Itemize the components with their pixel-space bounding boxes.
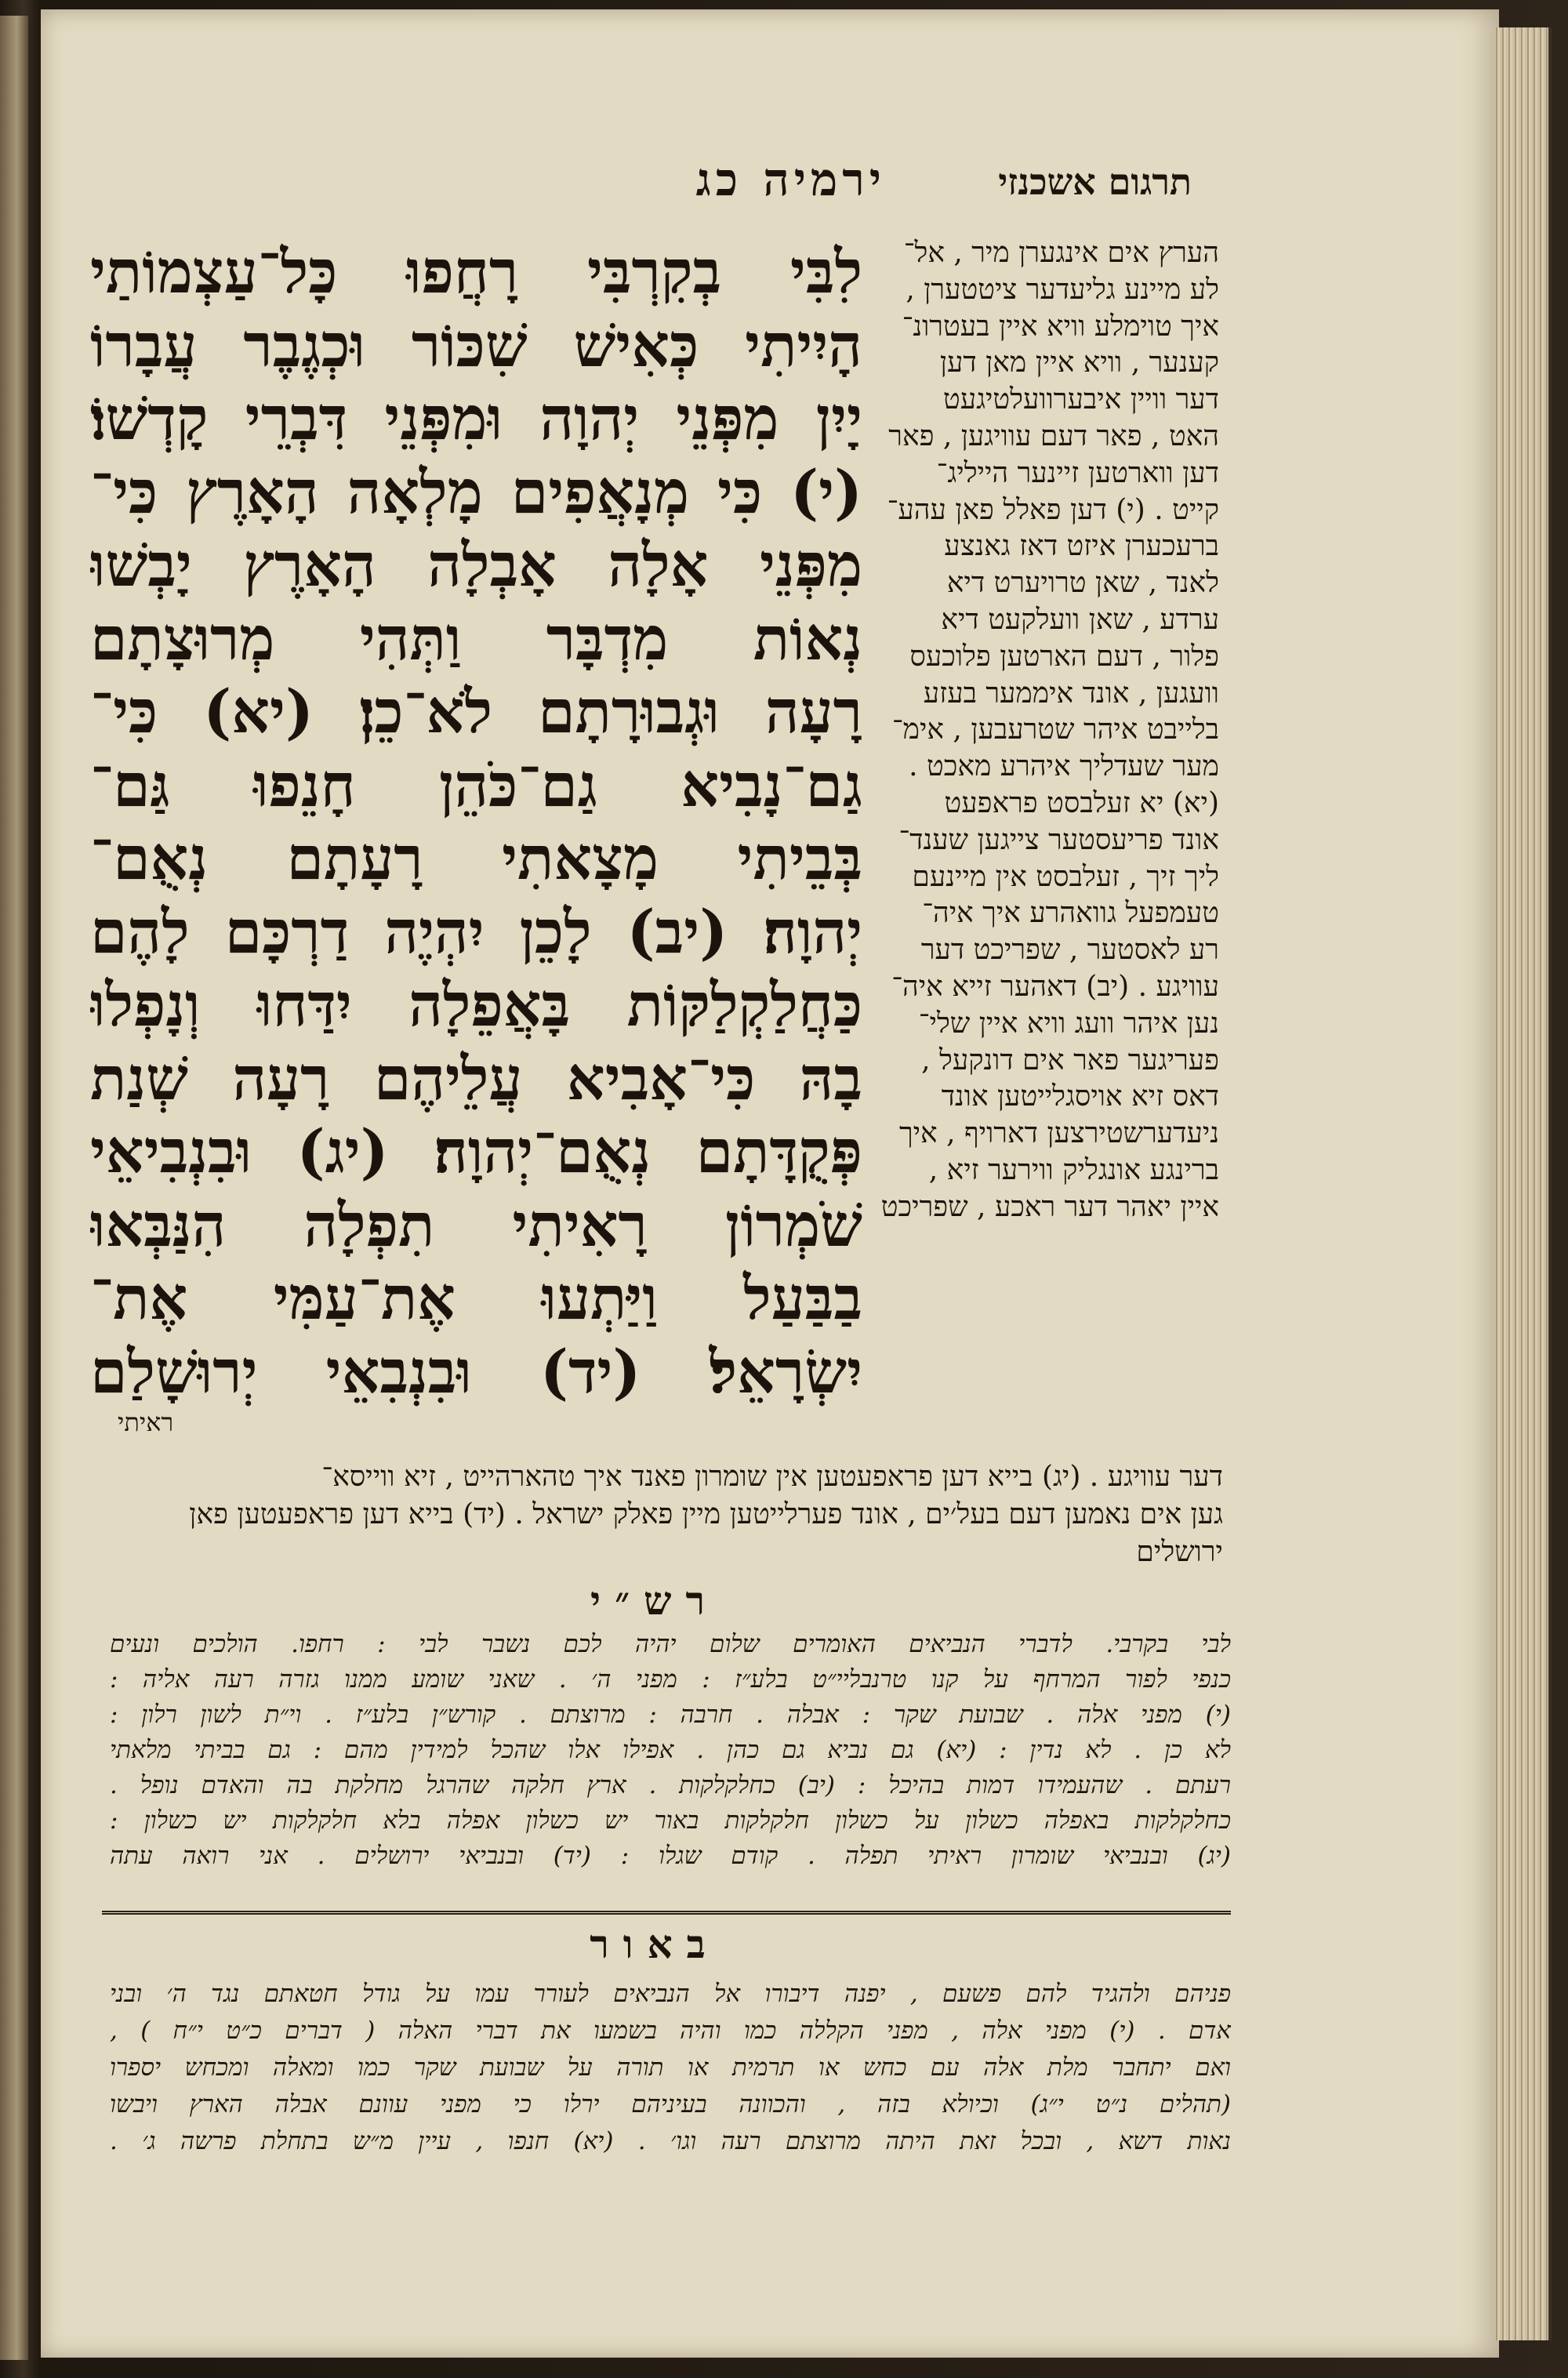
main-text-line: מִפְּנֵי אָלָה אָבְלָה הָאָרֶץ יָבְשׁוּ [90,530,862,600]
targum-continuation [118,1458,1223,1571]
main-text-line: רָעָה וּגְבוּרָתָם לֹא־כֵן׃ (יא) כִּי־ [90,677,862,746]
targum-line: נען איהר וועג וויא איין שלי־ [918,1007,1219,1040]
targum-line: ערדע , שאן וועלקעט דיא [941,603,1219,636]
main-text-line: בָהּ כִּי־אָבִיא עֲלֵיהֶם רָעָה שְׁנַת [90,1043,862,1113]
main-text-line: גַם־נָבִיא גַם־כֹּהֵן חָנֵפוּ גַּם־ [90,750,862,820]
targum-line: ניעדערשטירצען דארויף , איך [898,1117,1219,1150]
targum-line: ברינגע אונגליק ווירער זיא , [928,1153,1219,1186]
targum-line: אונד פריעסטער צייגען שענד־ [898,823,1219,856]
biur-heading: באור [590,1921,720,1967]
biur-line: פניהם ולהגיד להם פשעם , יפנה דיבורו אל הנביאים לעורר עמו על גודל חטאתם נגד ה׳ ובני [110,1980,1231,2008]
targum-wide-line: דער עוויגע . (יג) בייא דען פראפעטען אין שומרון פאנד איך טהארהייט , זיא ווייסא־ [321,1461,1223,1493]
main-text-line: בְּבֵיתִי מָצָאתִי רָעָתָם נְאֻם־ [90,823,862,893]
main-text-line: לִבִּי בְקִרְבִּי רָחֲפוּ כָּל־עַצְמוֹתַי [90,237,862,307]
rashi-line: לבי בקרבי. לדברי הנביאים האומרים שלום יהיה לכם נשבר לבי : רחפו. הולכים ונעים [110,1630,1231,1658]
targum-line: פלור , דעם הארטען פלוכעס [909,640,1219,673]
targum-line: איין יאהר דער ראכע , שפריכט [880,1190,1219,1223]
rashi-line: לא כן . לא נדין : (יא) גם נביא גם כהן . אפילו אלו שהכל למידין מהם : גם בביתי מלאתי [110,1736,1231,1764]
targum-line: מער שעדליך איהרע מאכט . [909,750,1219,783]
biur-line: ואם יתחבר מלת אלה עם כחש או תרמית או תורה על שבועת שקר כמו ומאלה ומכחש יספרו [110,2053,1231,2082]
targum-line: קענער , וויא איין מאן דען [939,347,1219,379]
main-hebrew-text [90,235,862,1408]
running-header-book: ירמיה כג [695,153,886,206]
biur-line: נאות דשא , ובכל זאת היתה מרוצתם רעה וגו׳ . (יא) חנפו , עיין מ״ש בתחלת פרשה ג׳ . [110,2127,1231,2155]
page-stack-edge [1494,27,1552,2340]
catchword: ראיתי [118,1407,174,1437]
targum-wide-line: גען אים נאמען דעם בעל׳ים , אונד פערלייטען מיין פאלק ישראל . (יד) בייא דען פראפעטען פאן [189,1498,1223,1530]
targum-line: בלייבט איהר שטרעבען , אימ־ [891,713,1219,746]
rashi-heading: רש״י [590,1577,720,1624]
rashi-commentary [110,1627,1231,1874]
targum-line: האט , פאר דעם עוויגען , פאר [888,419,1219,452]
main-text-line: נְאוֹת מִדְבָּר וַתְּהִי מְרוּצָתָם [90,603,862,673]
rashi-line: כחלקלקות באפלה כשלון על כשלון חלקלקות באור יש כשלון אפלה בלא חלקלקות יש כשלון : [110,1806,1231,1835]
rashi-line: כנפי לפור המרחף על קנו טרנבליי״ט בלע״ז : מפני ה׳ . שאני שומע ממנו גזרה רעה אליה : [110,1665,1231,1694]
rashi-line: (י) מפני אלה . שבועת שקר : אבלה . חרבה : מרוצתם . קורש״ן בלע״ז . וי״ת לשון רלון : [110,1701,1231,1729]
main-text-line: בַבַּעַל וַיַּתְעוּ אֶת־עַמִּי אֶת־ [90,1263,862,1333]
targum-line: ליך זיך , זעלבסט אין מיינעם [912,860,1219,893]
biur-line: (תהלים נ״ט י״ג) וכיולא בזה , והכוונה בעיניהם ירלו כי מפני עוונם אבלה הארץ ויבשו [110,2090,1231,2118]
targum-line: פעריגער פאר אים דונקעל , [921,1044,1219,1076]
section-divider [102,1911,1231,1915]
main-text-line: יִשְׂרָאֵל׃ (יד) וּבִנְבִאֵי יְרוּשָׁלַם [90,1336,862,1407]
rashi-line: רעתם . שהעמידו דמות בהיכל : (יב) כחלקלקות . ארץ חלקה שהרגל מחלקת בה והאדם נופל . [110,1771,1231,1799]
targum-line: רע לאסטער , שפריכט דער [920,934,1219,967]
biur-commentary [110,1976,1231,2160]
targum-line: דאס זיא אויסגלייטען אונד [941,1080,1219,1113]
targum-line: דען ווארטען זיינער הייליג־ [936,456,1219,489]
main-text-line: הָיִיתִי כְּאִישׁ שִׁכּוֹר וּכְגֶבֶר עֲבָרוֹ [90,310,862,380]
targum-line: עוויגע . (יב) דאהער זייא איה־ [891,970,1219,1003]
running-header-targum: תרגום אשכנזי [998,161,1192,203]
main-text-line: כַּחֲלַקְלַקּוֹת בָּאֲפֵלָה יִדַּחוּ וְנָפְלוּ [90,970,862,1040]
targum-line: (יא) יא זעלבסט פראפעט [944,786,1219,819]
targum-line: איך טוימלע וויא איין בעטרונ־ [902,310,1219,343]
targum-line: קייט . (י) דען פאלל פאן עהע־ [887,493,1219,526]
left-page-edge [0,16,28,2360]
targum-line: הערץ אים אינגערן מיר , אל־ [903,237,1219,269]
targum-line: טעמפעל גוואהרע איך איה־ [922,897,1219,930]
targum-line: וועגען , אונד איממער בעזע [923,677,1219,710]
targum-line: לע מיינע גליעדער ציטטערן , [906,273,1219,306]
main-text-line: שֹׁמְרוֹן רָאִיתִי תִפְלָה הִנַּבְּאוּ [90,1189,862,1260]
rashi-line: (יג) ובנביאי שומרון ראיתי תפלה . קודם שגלו : (יד) ובנביאי ירושלים . אני רואה עתה [110,1842,1231,1870]
targum-column [858,235,1219,1226]
targum-line: דער וויין איבערוועלטיגעט [942,383,1219,416]
main-text-line: (י) כִּי מְנָאֲפִים מָלְאָה הָאָרֶץ כִּי־ [90,456,862,527]
targum-line: ברעכערן איזט דאז גאנצע [944,530,1219,563]
targum-line: לאנד , שאן טרויערט דיא [946,567,1219,600]
main-text-line: פְּקֻדָּתָם נְאֻם־יְהוָה׃ (יג) וּבִנְבִיאֵי [90,1116,862,1186]
biur-line: אדם . (י) מפני אלה , מפני הקללה כמו והיה בשמעו את דברי האלה ( דברים כ״ט י״ח ) , [110,2017,1231,2045]
targum-wide-line: ירושלים [1136,1536,1223,1568]
main-text-line: יָיִן מִפְּנֵי יְהוָה וּמִפְּנֵי דִּבְרֵי קָדְשׁוֹ׃ [90,383,862,453]
main-text-line: יְהוָה׃ (יב) לָכֵן יִהְיֶה דַרְכָּם לָהֶם [90,896,862,967]
